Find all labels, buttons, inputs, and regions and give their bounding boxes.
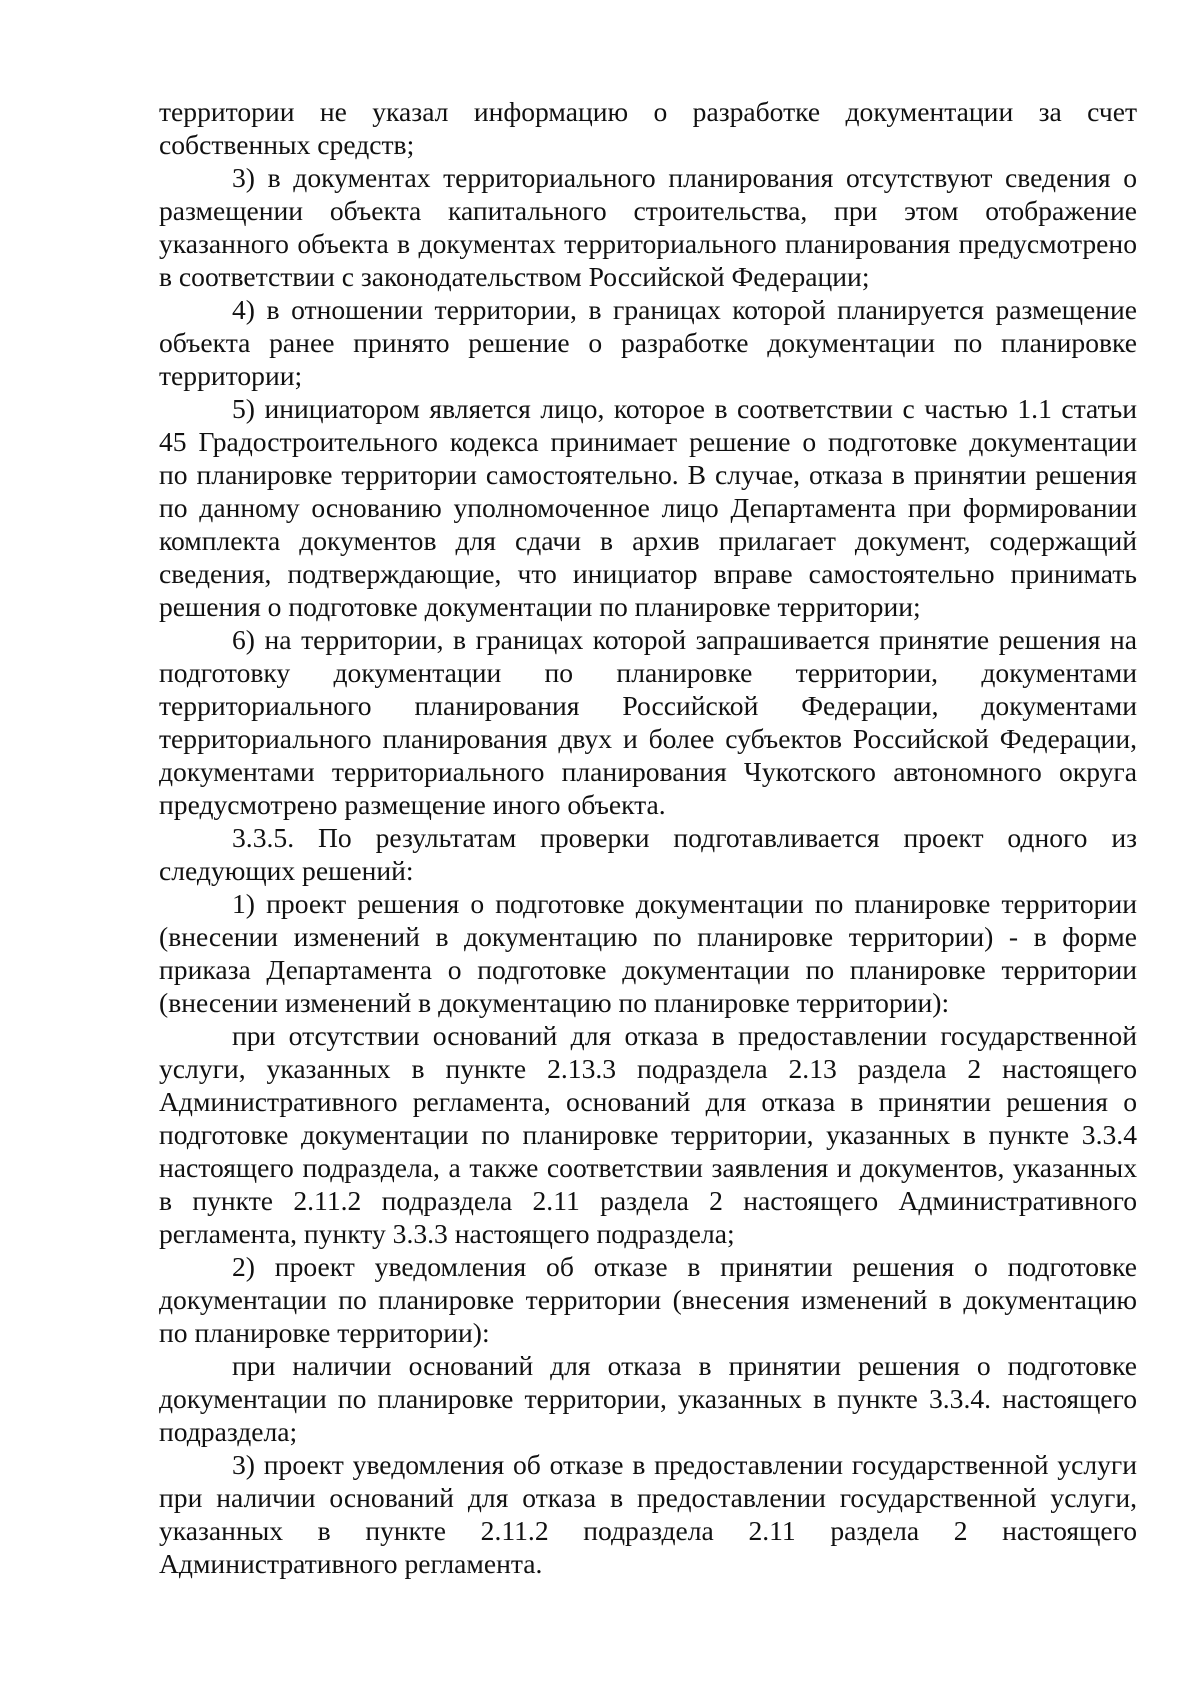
paragraph-item-4: 4) в отношении территории, в границах которой планируется размещение объекта ранее принято решение о разработке документации по планировке территории; — [159, 294, 1137, 391]
paragraph-item-3: 3) в документах территориального планирования отсутствуют сведения о размещении объекта капитального строительства, при этом отображение указанного объекта в документах территориального планирования предусмотрено в соответствии с законодательством Российской Федерации; — [159, 162, 1137, 292]
paragraph-continuation: территории не указал информацию о разработке документации за счет собственных средств; — [159, 96, 1137, 160]
paragraph-decision-1: 1) проект решения о подготовке документации по планировке территории (внесении изменений в документацию по планировке территории) - в форме приказа Департамента о подготовке документации по планировке территории (внесении изменений в документацию по планировке территории): — [159, 888, 1137, 1018]
paragraph-decision-3: 3) проект уведомления об отказе в предоставлении государственной услуги при наличии оснований для отказа в предоставлении государственной услуги, указанных в пункте 2.11.2 подраздела 2.11 раздела 2 настоящего Административного регламента. — [159, 1449, 1137, 1579]
paragraph-item-5: 5) инициатором является лицо, которое в соответствии с частью 1.1 статьи 45 Градостроительного кодекса принимает решение о подготовке документации по планировке территории самостоятельно. В случае, отказа в принятии решения по данному основанию уполномоченное лицо Департамента при формировании комплекта документов для сдачи в архив прилагает документ, содержащий сведения, подтверждающие, что инициатор вправе самостоятельно принимать решения о подготовке документации по планировке территории; — [159, 393, 1137, 622]
paragraph-section-3-3-5: 3.3.5. По результатам проверки подготавливается проект одного из следующих решений: — [159, 822, 1137, 886]
paragraph-decision-2: 2) проект уведомления об отказе в принятии решения о подготовке документации по планировке территории (внесения изменений в документацию по планировке территории): — [159, 1251, 1137, 1348]
paragraph-decision-2-condition: при наличии оснований для отказа в принятии решения о подготовке документации по планировке территории, указанных в пункте 3.3.4. настоящего подраздела; — [159, 1350, 1137, 1447]
document-page — [159, 95, 1137, 1580]
paragraph-decision-1-condition: при отсутствии оснований для отказа в предоставлении государственной услуги, указанных в пункте 2.13.3 подраздела 2.13 раздела 2 настоящего Административного регламента, оснований для отказа в принятии решения о подготовке документации по планировке территории, указанных в пункте 3.3.4 настоящего подраздела, а также соответствии заявления и документов, указанных в пункте 2.11.2 подраздела 2.11 раздела 2 настоящего Административного регламента, пункту 3.3.3 настоящего подраздела; — [159, 1020, 1137, 1249]
paragraph-item-6: 6) на территории, в границах которой запрашивается принятие решения на подготовку документации по планировке территории, документами территориального планирования Российской Федерации, документами территориального планирования двух и более субъектов Российской Федерации, документами территориального планирования Чукотского автономного округа предусмотрено размещение иного объекта. — [159, 624, 1137, 820]
